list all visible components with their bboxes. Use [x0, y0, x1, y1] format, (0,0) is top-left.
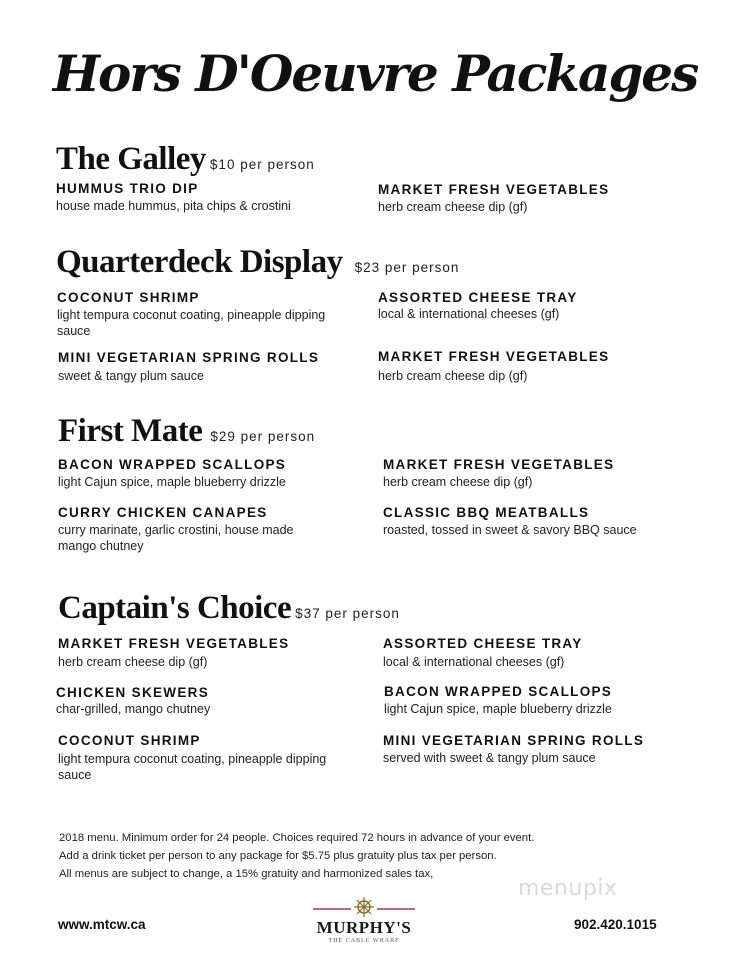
item-name: ASSORTED CHEESE TRAY — [378, 290, 578, 305]
item-description: roasted, tossed in sweet & savory BBQ sauce — [383, 523, 637, 537]
section-title: Captain's Choice — [58, 590, 292, 626]
item-description: char-grilled, mango chutney — [56, 702, 211, 716]
item-description: house made hummus, pita chips & crostini — [56, 199, 291, 213]
menu-item — [58, 505, 328, 554]
menu-item — [58, 457, 358, 490]
menu-item — [58, 636, 358, 670]
item-description: light tempura coconut coating, pineapple dipping sauce — [58, 752, 327, 782]
footer-notes — [59, 829, 679, 883]
item-name: MARKET FRESH VEGETABLES — [58, 636, 290, 651]
menu-item — [56, 685, 356, 717]
section-price: $29 per person — [210, 429, 316, 444]
section-first-mate-header — [58, 413, 315, 450]
menu-item — [383, 636, 683, 670]
item-description: light Cajun spice, maple blueberry drizzle — [58, 475, 286, 489]
menu-item — [56, 181, 356, 214]
footer-note: Add a drink ticket per person to any package for $5.75 plus gratuity plus tax per person. — [59, 850, 497, 862]
murphys-logo — [309, 896, 419, 944]
item-name: BACON WRAPPED SCALLOPS — [58, 457, 287, 472]
menu-item — [378, 182, 678, 215]
item-name: COCONUT SHRIMP — [57, 290, 200, 305]
item-description: herb cream cheese dip (gf) — [383, 475, 533, 489]
item-name: CHICKEN SKEWERS — [56, 685, 210, 700]
item-description: local & international cheeses (gf) — [383, 655, 565, 669]
item-name: MINI VEGETARIAN SPRING ROLLS — [383, 733, 645, 748]
item-name: BACON WRAPPED SCALLOPS — [384, 684, 613, 699]
item-name: MARKET FRESH VEGETABLES — [378, 182, 610, 197]
menu-item — [383, 457, 683, 490]
menu-item — [378, 290, 678, 322]
section-title: The Galley — [56, 141, 206, 177]
watermark: menupix — [518, 876, 618, 901]
menu-item — [58, 350, 358, 384]
section-captains-choice-header — [58, 590, 400, 627]
item-name: MARKET FRESH VEGETABLES — [378, 349, 610, 364]
item-description: sweet & tangy plum sauce — [58, 369, 204, 383]
item-description: curry marinate, garlic crostini, house made mango chutney — [58, 523, 294, 553]
item-name: CLASSIC BBQ MEATBALLS — [383, 505, 590, 520]
item-description: herb cream cheese dip (gf) — [378, 369, 528, 383]
menu-item — [378, 349, 678, 384]
ship-wheel-icon — [309, 896, 419, 918]
item-name: MINI VEGETARIAN SPRING ROLLS — [58, 350, 320, 365]
section-title: First Mate — [58, 413, 203, 449]
section-quarterdeck-header — [56, 244, 459, 281]
menu-item — [57, 290, 347, 339]
section-price: $37 per person — [295, 606, 400, 621]
section-title: Quarterdeck Display — [56, 244, 343, 280]
website-link[interactable]: www.mtcw.ca — [58, 917, 146, 932]
logo-tagline: THE CABLE WHARF — [328, 938, 400, 944]
item-name: MARKET FRESH VEGETABLES — [383, 457, 615, 472]
section-price: $23 per person — [354, 260, 460, 275]
page-title: Hors D'Oeuvre Packages — [52, 44, 698, 103]
logo-name: MURPHY'S — [316, 918, 412, 937]
item-description: light tempura coconut coating, pineapple dipping sauce — [57, 308, 326, 338]
item-description: herb cream cheese dip (gf) — [378, 200, 528, 214]
item-description: served with sweet & tangy plum sauce — [383, 751, 596, 765]
item-name: HUMMUS TRIO DIP — [56, 181, 199, 196]
phone-number[interactable]: 902.420.1015 — [574, 917, 657, 932]
menu-item — [58, 733, 328, 783]
item-name: COCONUT SHRIMP — [58, 733, 201, 748]
footer-note: 2018 menu. Minimum order for 24 people. Choices required 72 hours in advance of your event. — [59, 832, 535, 844]
item-description: local & international cheeses (gf) — [378, 307, 560, 321]
item-description: herb cream cheese dip (gf) — [58, 655, 208, 669]
menu-item — [384, 684, 684, 717]
footer-note: All menus are subject to change, a 15% gratuity and harmonized sales tax, — [59, 868, 434, 880]
section-galley-header — [56, 141, 315, 178]
item-description: light Cajun spice, maple blueberry drizzle — [384, 702, 612, 716]
item-name: CURRY CHICKEN CANAPES — [58, 505, 268, 520]
section-price: $10 per person — [209, 157, 315, 172]
menu-item — [383, 505, 713, 538]
item-name: ASSORTED CHEESE TRAY — [383, 636, 583, 651]
menu-item — [383, 733, 703, 766]
